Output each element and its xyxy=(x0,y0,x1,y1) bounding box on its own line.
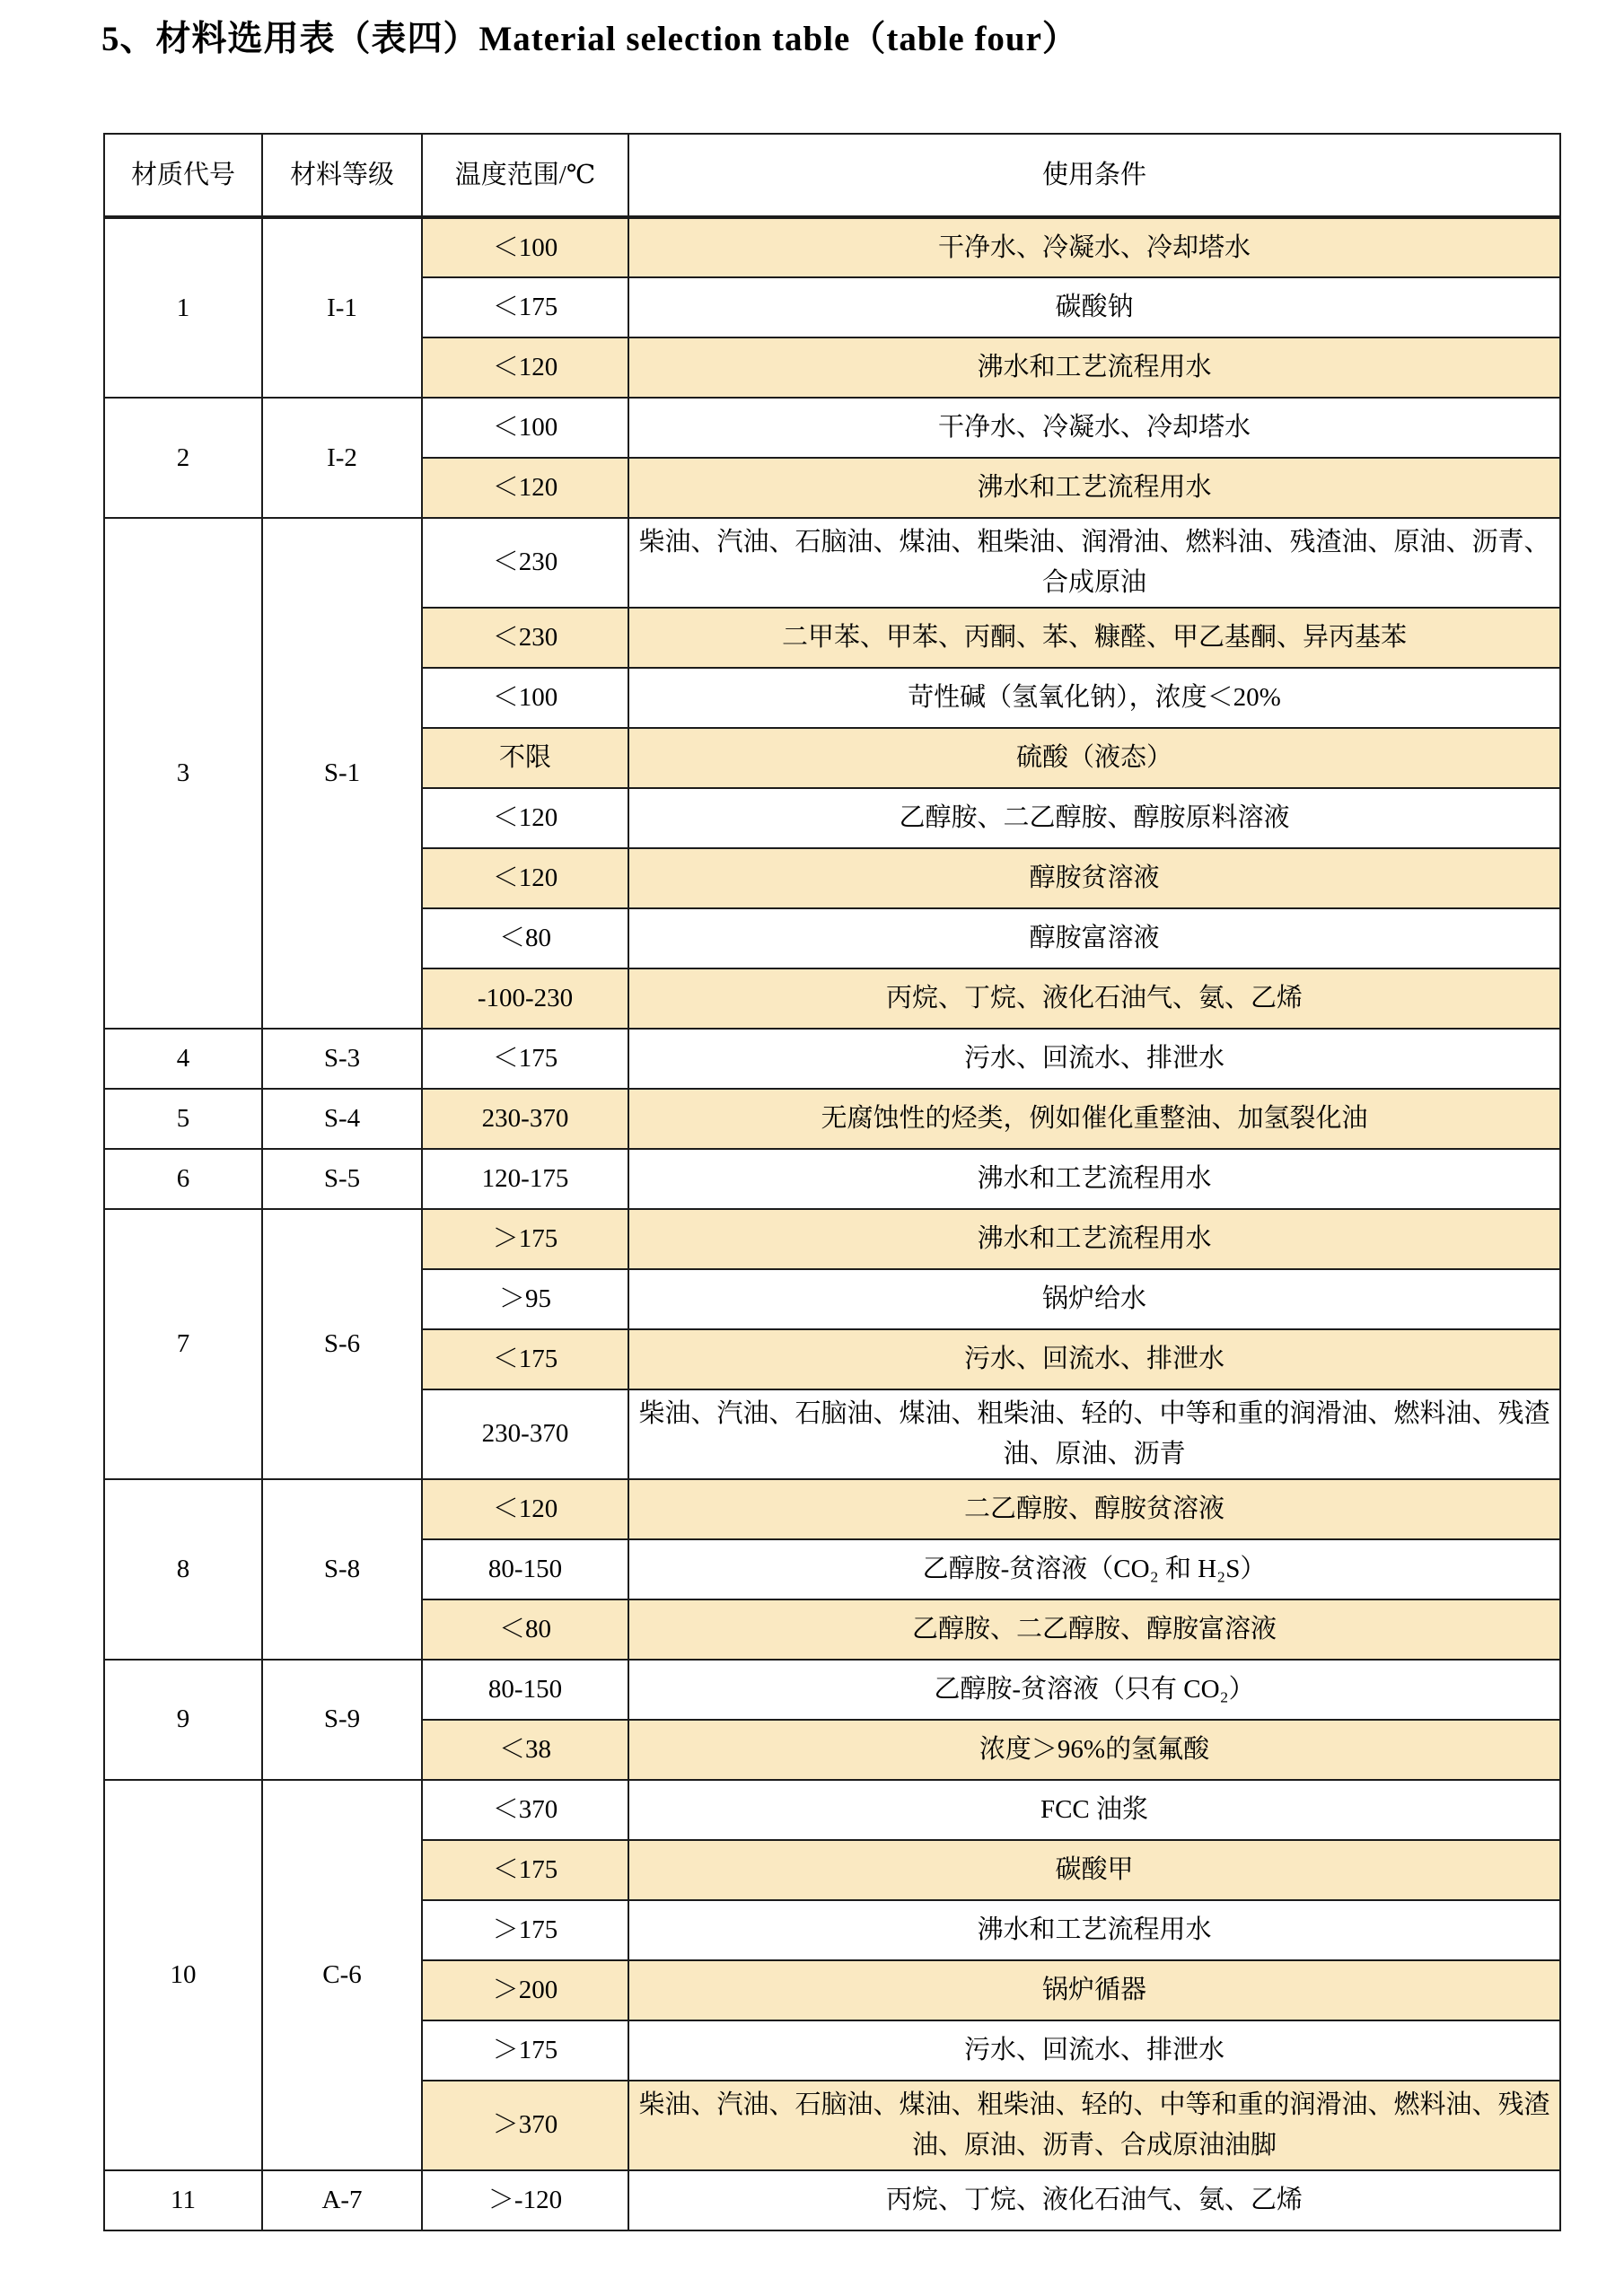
condition-cell: 沸水和工艺流程用水 xyxy=(628,337,1560,398)
temp-range-cell: ＞370 xyxy=(422,2081,628,2170)
material-code-cell: 3 xyxy=(104,518,262,1029)
condition-cell: 污水、回流水、排泄水 xyxy=(628,1329,1560,1389)
material-grade-cell: I-1 xyxy=(262,217,422,398)
condition-cell: 丙烷、丁烷、液化石油气、氨、乙烯 xyxy=(628,2170,1560,2230)
table-row xyxy=(104,398,1560,458)
condition-cell: 醇胺贫溶液 xyxy=(628,848,1560,908)
temp-range-cell: ＜175 xyxy=(422,1840,628,1900)
table-body xyxy=(104,217,1560,2230)
material-grade-cell: C-6 xyxy=(262,1780,422,2170)
temp-range-cell: ＜80 xyxy=(422,1599,628,1660)
material-grade-cell: S-8 xyxy=(262,1479,422,1660)
table-row xyxy=(104,1479,1560,1539)
condition-cell: 锅炉循器 xyxy=(628,1960,1560,2020)
temp-range-cell: ＞95 xyxy=(422,1269,628,1329)
condition-cell: 醇胺富溶液 xyxy=(628,908,1560,968)
temp-range-cell: ＜230 xyxy=(422,608,628,668)
material-code-cell: 5 xyxy=(104,1089,262,1149)
temp-range-cell: 80-150 xyxy=(422,1660,628,1720)
temp-range-cell: ＞175 xyxy=(422,1209,628,1269)
temp-range-cell: 230-370 xyxy=(422,1389,628,1479)
temp-range-cell: ＜175 xyxy=(422,1329,628,1389)
temp-range-cell: ＜175 xyxy=(422,277,628,337)
condition-cell: 无腐蚀性的烃类，例如催化重整油、加氢裂化油 xyxy=(628,1089,1560,1149)
condition-cell: 碳酸钠 xyxy=(628,277,1560,337)
temp-range-cell: 230-370 xyxy=(422,1089,628,1149)
material-code-cell: 10 xyxy=(104,1780,262,2170)
material-code-cell: 11 xyxy=(104,2170,262,2230)
temp-range-cell: ＞175 xyxy=(422,2020,628,2081)
material-code-cell: 4 xyxy=(104,1029,262,1089)
temp-range-cell: ＜175 xyxy=(422,1029,628,1089)
condition-cell: 沸水和工艺流程用水 xyxy=(628,1149,1560,1209)
table-row xyxy=(104,1029,1560,1089)
table-row xyxy=(104,1780,1560,1840)
condition-cell: 硫酸（液态） xyxy=(628,728,1560,788)
condition-cell: 柴油、汽油、石脑油、煤油、粗柴油、轻的、中等和重的润滑油、燃料油、残渣油、原油、沥青 xyxy=(628,1389,1560,1479)
condition-cell: 碳酸甲 xyxy=(628,1840,1560,1900)
table-row xyxy=(104,1209,1560,1269)
condition-cell: 沸水和工艺流程用水 xyxy=(628,1209,1560,1269)
material-grade-cell: S-5 xyxy=(262,1149,422,1209)
condition-cell: 污水、回流水、排泄水 xyxy=(628,2020,1560,2081)
temp-range-cell: ＜100 xyxy=(422,668,628,728)
temp-range-cell: ＜370 xyxy=(422,1780,628,1840)
temp-range-cell: ＞200 xyxy=(422,1960,628,2020)
condition-cell: 苛性碱（氢氧化钠），浓度＜20% xyxy=(628,668,1560,728)
condition-cell: 沸水和工艺流程用水 xyxy=(628,458,1560,518)
material-grade-cell: S-9 xyxy=(262,1660,422,1780)
condition-cell: 沸水和工艺流程用水 xyxy=(628,1900,1560,1960)
temp-range-cell: ＜120 xyxy=(422,1479,628,1539)
condition-cell: 二乙醇胺、醇胺贫溶液 xyxy=(628,1479,1560,1539)
material-code-cell: 7 xyxy=(104,1209,262,1479)
material-code-cell: 6 xyxy=(104,1149,262,1209)
material-selection-table xyxy=(103,133,1561,2231)
condition-cell: 干净水、冷凝水、冷却塔水 xyxy=(628,398,1560,458)
temp-range-cell: ＜230 xyxy=(422,518,628,608)
material-grade-cell: S-1 xyxy=(262,518,422,1029)
temp-range-cell: ＜120 xyxy=(422,337,628,398)
condition-cell: 柴油、汽油、石脑油、煤油、粗柴油、轻的、中等和重的润滑油、燃料油、残渣油、原油、沥青、合成原油油脚 xyxy=(628,2081,1560,2170)
material-grade-cell: S-6 xyxy=(262,1209,422,1479)
table-row xyxy=(104,1089,1560,1149)
condition-cell: 乙醇胺、二乙醇胺、醇胺富溶液 xyxy=(628,1599,1560,1660)
column-header-1: 材料等级 xyxy=(262,134,422,217)
table-row xyxy=(104,2170,1560,2230)
temp-range-cell: ＞175 xyxy=(422,1900,628,1960)
temp-range-cell: ＜80 xyxy=(422,908,628,968)
temp-range-cell: 80-150 xyxy=(422,1539,628,1599)
header-row xyxy=(104,134,1560,217)
material-grade-cell: I-2 xyxy=(262,398,422,518)
temp-range-cell: ＜38 xyxy=(422,1720,628,1780)
temp-range-cell: -100-230 xyxy=(422,968,628,1029)
temp-range-cell: ＜120 xyxy=(422,848,628,908)
column-header-3: 使用条件 xyxy=(628,134,1560,217)
material-code-cell: 9 xyxy=(104,1660,262,1780)
material-code-cell: 8 xyxy=(104,1479,262,1660)
condition-cell: 锅炉给水 xyxy=(628,1269,1560,1329)
table-row xyxy=(104,1149,1560,1209)
material-grade-cell: S-4 xyxy=(262,1089,422,1149)
condition-cell: 污水、回流水、排泄水 xyxy=(628,1029,1560,1089)
page-title: 5、材料选用表（表四）Material selection table（table four） xyxy=(101,20,1078,58)
condition-cell: 乙醇胺、二乙醇胺、醇胺原料溶液 xyxy=(628,788,1560,848)
column-header-0: 材质代号 xyxy=(104,134,262,217)
temp-range-cell: ＞-120 xyxy=(422,2170,628,2230)
material-code-cell: 1 xyxy=(104,217,262,398)
table-row xyxy=(104,1660,1560,1720)
condition-cell: 干净水、冷凝水、冷却塔水 xyxy=(628,217,1560,277)
condition-cell: 乙醇胺-贫溶液（只有 CO₂） xyxy=(628,1660,1560,1720)
table-header xyxy=(104,134,1560,217)
material-grade-cell: A-7 xyxy=(262,2170,422,2230)
table-row xyxy=(104,518,1560,608)
condition-cell: 丙烷、丁烷、液化石油气、氨、乙烯 xyxy=(628,968,1560,1029)
temp-range-cell: 120-175 xyxy=(422,1149,628,1209)
temp-range-cell: ＜120 xyxy=(422,458,628,518)
temp-range-cell: ＜120 xyxy=(422,788,628,848)
material-grade-cell: S-3 xyxy=(262,1029,422,1089)
table-row xyxy=(104,217,1560,277)
material-code-cell: 2 xyxy=(104,398,262,518)
condition-cell: 浓度＞96%的氢氟酸 xyxy=(628,1720,1560,1780)
condition-cell: FCC 油浆 xyxy=(628,1780,1560,1840)
condition-cell: 二甲苯、甲苯、丙酮、苯、糠醛、甲乙基酮、异丙基苯 xyxy=(628,608,1560,668)
condition-cell: 柴油、汽油、石脑油、煤油、粗柴油、润滑油、燃料油、残渣油、原油、沥青、合成原油 xyxy=(628,518,1560,608)
column-header-2: 温度范围/℃ xyxy=(422,134,628,217)
temp-range-cell: ＜100 xyxy=(422,217,628,277)
temp-range-cell: 不限 xyxy=(422,728,628,788)
condition-cell: 乙醇胺-贫溶液（CO₂ 和 H₂S） xyxy=(628,1539,1560,1599)
temp-range-cell: ＜100 xyxy=(422,398,628,458)
